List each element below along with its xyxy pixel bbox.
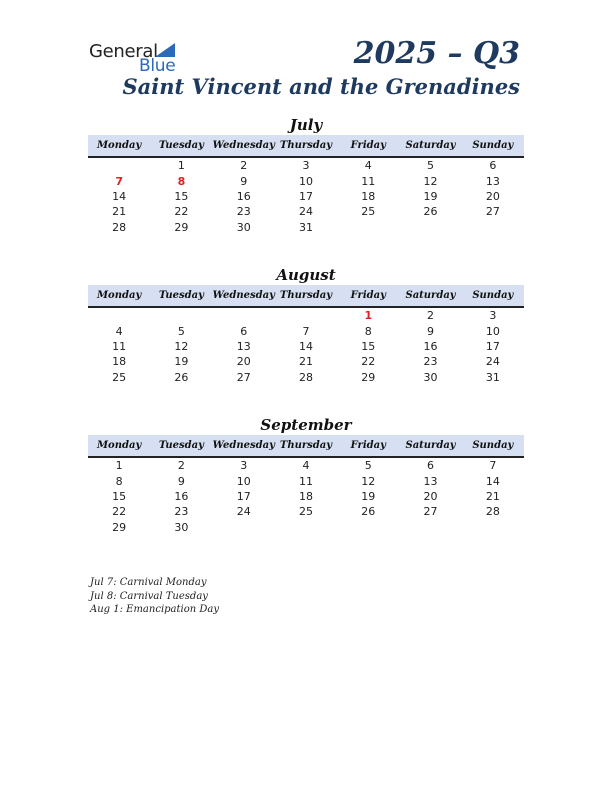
day-cell: 7 [489,459,497,473]
day-cell: 25 [298,505,313,519]
weekday-header: Friday [337,135,399,157]
day-cell: 17 [485,339,500,353]
day-cell: 26 [423,205,438,219]
day-cell: 31 [298,220,313,234]
day-cell: 16 [174,489,189,503]
day-cell: 29 [174,220,189,234]
month-1 [88,265,524,385]
day-cell [462,220,524,235]
weekday-header: Friday [337,435,399,457]
day-cell [150,307,212,323]
day-cell [275,520,337,535]
weekday-header: Thursday [275,435,337,457]
day-cell: 7 [115,174,123,188]
page-title: 2025 – Q3 [353,36,520,71]
day-cell: 30 [236,220,251,234]
day-cell: 3 [489,309,497,323]
day-cell [213,520,275,535]
week-row [88,220,524,235]
day-cell: 24 [236,505,251,519]
weekday-header: Saturday [399,435,461,457]
day-cell: 10 [298,174,313,188]
day-cell [462,520,524,535]
day-cell: 29 [361,370,376,384]
day-cell [337,520,399,535]
week-row [88,189,524,204]
day-cell: 20 [423,489,438,503]
day-cell: 8 [364,324,372,338]
month-grid [88,285,524,385]
day-cell: 22 [361,355,376,369]
day-cell: 11 [112,339,127,353]
day-cell: 4 [364,159,372,173]
day-cell: 12 [423,174,438,188]
day-cell: 23 [423,355,438,369]
week-row [88,307,524,323]
day-cell: 13 [423,474,438,488]
logo-general-text: General [89,41,158,62]
day-cell [213,307,275,323]
day-cell: 19 [174,355,189,369]
day-cell: 2 [427,309,435,323]
week-row [88,457,524,473]
weekday-header: Tuesday [150,435,212,457]
weekday-header: Saturday [399,135,461,157]
day-cell: 14 [298,339,313,353]
day-cell: 26 [174,370,189,384]
weekday-header: Friday [337,285,399,307]
day-cell: 25 [112,370,127,384]
day-cell: 11 [298,474,313,488]
day-cell: 24 [298,205,313,219]
weekday-header: Sunday [462,435,524,457]
day-cell [88,307,150,323]
page-subtitle: Saint Vincent and the Grenadines [122,74,520,99]
day-cell: 13 [236,339,251,353]
weekday-header: Monday [88,135,150,157]
weekday-header: Thursday [275,285,337,307]
day-cell: 12 [361,474,376,488]
week-row [88,520,524,535]
day-cell: 16 [423,339,438,353]
day-cell: 4 [115,324,123,338]
day-cell: 22 [174,205,189,219]
logo-blue-text: Blue [139,56,176,76]
day-cell: 5 [427,159,435,173]
month-title: August [276,266,336,284]
month-title: September [260,416,352,434]
day-cell: 30 [174,520,189,534]
day-cell: 7 [302,324,310,338]
week-row [88,323,524,338]
weekday-header: Monday [88,435,150,457]
weekday-header: Saturday [399,285,461,307]
day-cell: 6 [489,159,497,173]
day-cell [275,307,337,323]
day-cell: 12 [174,339,189,353]
day-cell: 6 [427,459,435,473]
logo [89,40,189,76]
day-cell: 30 [423,370,438,384]
month-2 [88,415,524,535]
weekday-header: Monday [88,285,150,307]
week-row [88,473,524,488]
day-cell: 18 [112,355,127,369]
logo-triangle-icon [155,43,175,57]
day-cell: 2 [177,459,185,473]
day-cell: 1 [364,309,373,323]
weekday-header: Thursday [275,135,337,157]
day-cell [399,220,461,235]
day-cell: 14 [112,189,127,203]
day-cell: 8 [115,474,123,488]
day-cell: 8 [177,174,186,188]
day-cell: 16 [236,189,251,203]
day-cell: 15 [174,189,189,203]
day-cell: 21 [112,205,127,219]
day-cell: 27 [236,370,251,384]
day-cell: 10 [485,324,500,338]
day-cell: 28 [298,370,313,384]
day-cell: 21 [298,355,313,369]
day-cell: 18 [361,189,376,203]
day-cell: 3 [302,159,310,173]
day-cell: 20 [485,189,500,203]
day-cell: 9 [240,174,248,188]
weekday-header: Wednesday [213,285,275,307]
day-cell: 1 [115,459,123,473]
day-cell: 22 [112,505,127,519]
day-cell: 27 [485,205,500,219]
day-cell: 24 [485,355,500,369]
day-cell: 6 [240,324,248,338]
week-row [88,173,524,188]
day-cell: 19 [361,489,376,503]
week-row [88,339,524,354]
day-cell: 19 [423,189,438,203]
day-cell: 23 [174,505,189,519]
day-cell: 10 [236,474,251,488]
day-cell: 31 [485,370,500,384]
week-row [88,204,524,219]
day-cell: 20 [236,355,251,369]
holiday-notes [90,576,219,617]
day-cell: 15 [361,339,376,353]
month-0 [88,115,524,235]
day-cell: 23 [236,205,251,219]
weekday-header: Sunday [462,285,524,307]
day-cell [88,157,150,173]
day-cell: 29 [112,520,127,534]
week-row [88,157,524,173]
day-cell: 15 [112,489,127,503]
week-row [88,354,524,369]
day-cell: 5 [364,459,372,473]
weekday-header: Tuesday [150,135,212,157]
month-grid [88,435,524,535]
week-row [88,489,524,504]
weekday-header: Wednesday [213,135,275,157]
week-row [88,504,524,519]
day-cell: 17 [298,189,313,203]
day-cell: 5 [177,324,185,338]
day-cell: 14 [485,474,500,488]
day-cell: 4 [302,459,310,473]
day-cell: 26 [361,505,376,519]
day-cell: 27 [423,505,438,519]
day-cell: 17 [236,489,251,503]
day-cell: 2 [240,159,248,173]
day-cell: 1 [177,159,185,173]
day-cell: 11 [361,174,376,188]
day-cell: 13 [485,174,500,188]
weekday-header: Wednesday [213,435,275,457]
day-cell: 28 [485,505,500,519]
day-cell: 9 [177,474,185,488]
day-cell: 18 [298,489,313,503]
holiday-note: Jul 8: Carnival Tuesday [90,590,208,602]
day-cell: 28 [112,220,127,234]
week-row [88,370,524,385]
day-cell: 21 [485,489,500,503]
holiday-note: Jul 7: Carnival Monday [90,577,207,588]
weekday-header: Tuesday [150,285,212,307]
day-cell: 9 [427,324,435,338]
day-cell [399,520,461,535]
month-title: July [289,116,323,134]
day-cell: 25 [361,205,376,219]
month-grid [88,135,524,235]
weekday-header: Sunday [462,135,524,157]
day-cell: 3 [240,459,248,473]
day-cell [337,220,399,235]
holiday-note: Aug 1: Emancipation Day [90,604,219,615]
